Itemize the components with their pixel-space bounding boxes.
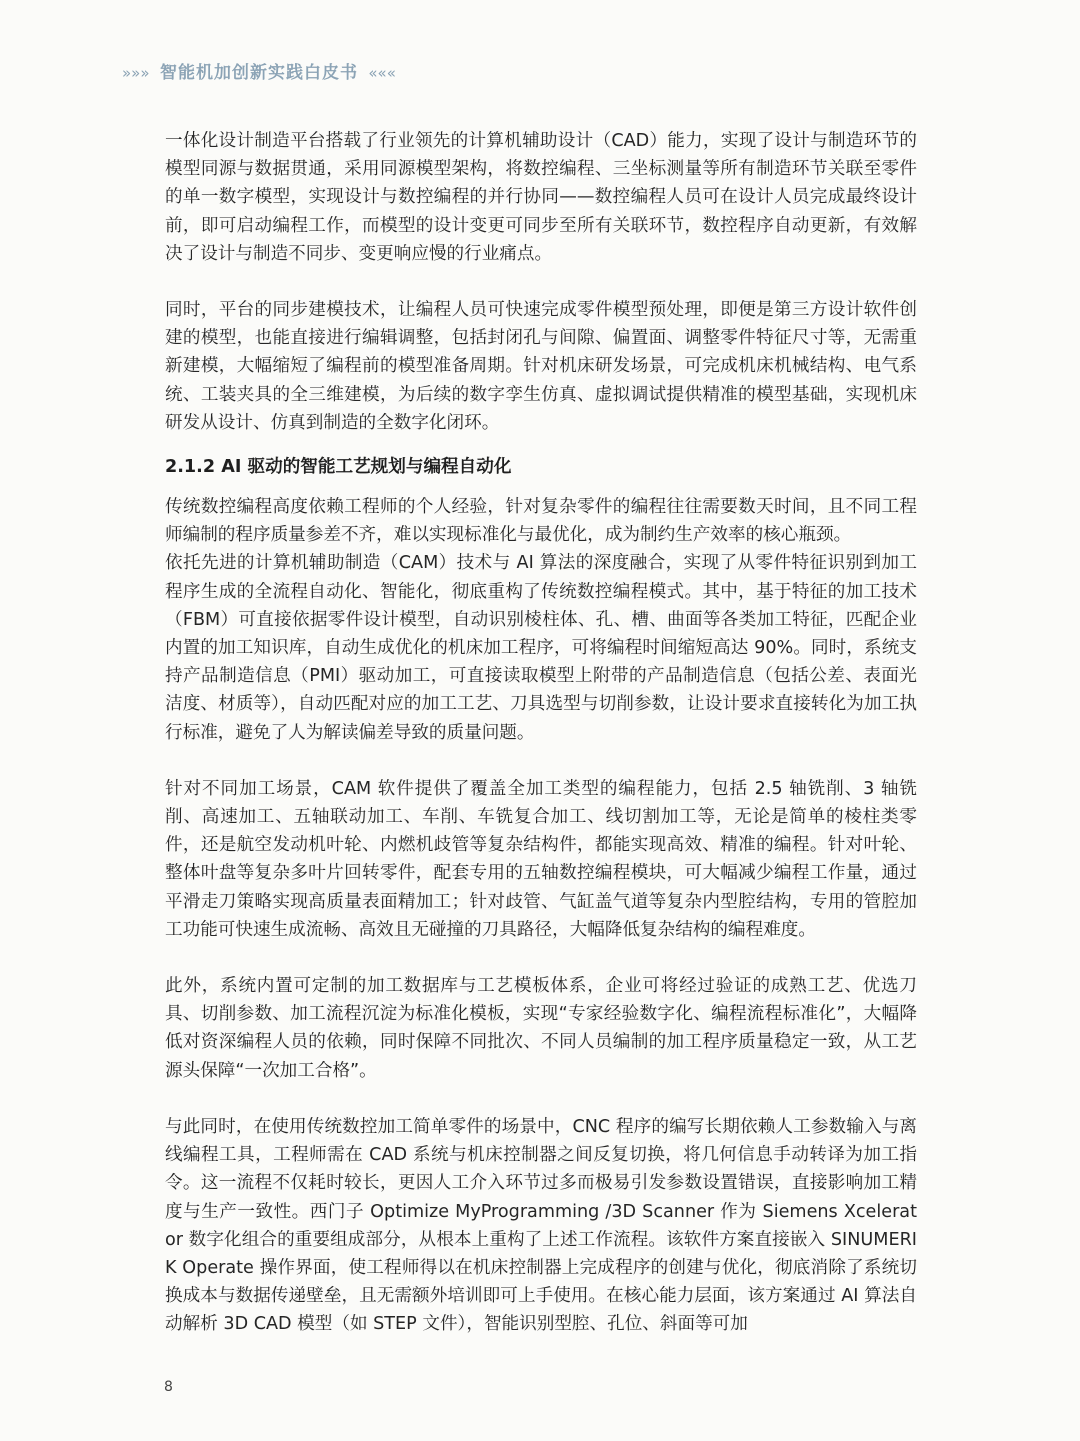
paragraph-sync-modeling: 同时，平台的同步建模技术，让编程人员可快速完成零件模型预处理，即便是第三方设计软件创建的模型，也能直接进行编辑调整，包括封闭孔与间隙、偏置面、调整零件特征尺寸等，无需重新建模，大幅缩短了编程前的模型准备周期。针对机床研发场景，可完成机床机械结构、电气系统、工装夹具的全三维建模，为后续的数字孪生仿真、虚拟调试提供精准的模型基础，实现机床研发从设计、仿真到制造的全数字化闭环。 <box>165 300 917 433</box>
paragraph-cam-ai: 依托先进的计算机辅助制造（CAM）技术与 AI 算法的深度融合，实现了从零件特征识别到加工程序生成的全流程自动化、智能化，彻底重构了传统数控编程模式。其中，基于特征的加工技术（FBM）可直接依据零件设计模型，自动识别棱柱体、孔、槽、曲面等各类加工特征，匹配企业内置的加工知识库，自动生成优化的机床加工程序，可将编程时间缩短高达 90%。同时，系统支持产品制造信息（PMI）驱动加工，可直接读取模型上附带的产品制造信息（包括公差、表面光洁度、材质等），自动匹配对应的加工工艺、刀具选型与切削参数，让设计要求直接转化为加工执行标准，避免了人为解读偏差导致的质量问题。 <box>165 553 917 743</box>
paragraph-cad-platform: 一体化设计制造平台搭载了行业领先的计算机辅助设计（CAD）能力，实现了设计与制造环节的模型同源与数据贯通，采用同源模型架构，将数控编程、三坐标测量等所有制造环节关联至零件的单一数字模型，实现设计与数控编程的并行协同——数控编程人员可在设计人员完成最终设计前，即可启动编程工作，而模型的设计变更可同步至所有关联环节，数控程序自动更新，有效解决了设计与制造不同步、变更响应慢的行业痛点。 <box>165 131 917 264</box>
section-heading: 2.1.2 AI 驱动的智能工艺规划与编程自动化 <box>165 457 512 478</box>
left-chevrons: »»» <box>122 64 150 82</box>
right-chevrons: ««« <box>368 64 396 82</box>
document-title: 智能机加创新实践白皮书 <box>159 63 358 83</box>
page-body <box>165 127 917 1339</box>
paragraph-traditional-nc: 传统数控编程高度依赖工程师的个人经验，针对复杂零件的编程往往需要数天时间，且不同工程师编制的程序质量参差不齐，难以实现标准化与最优化，成为制约生产效率的核心瓶颈。 <box>165 497 917 546</box>
page-number: 8 <box>164 1379 173 1395</box>
paragraph-process-database: 此外，系统内置可定制的加工数据库与工艺模板体系，企业可将经过验证的成熟工艺、优选刀具、切削参数、加工流程沉淀为标准化模板，实现“专家经验数字化、编程流程标准化”，大幅降低对资深编程人员的依赖，同时保障不同批次、不同人员编制的加工程序质量稳定一致，从工艺源头保障“一次加工合格”。 <box>165 976 917 1081</box>
paragraph-optimize-myprogramming: 与此同时，在使用传统数控加工简单零件的场景中，CNC 程序的编写长期依赖人工参数输入与离线编程工具，工程师需在 CAD 系统与机床控制器之间反复切换，将几何信息手动转译为加工指令。这一流程不仅耗时较长，更因人工介入环节过多而极易引发参数设置错误，直接影响加工精度与生产一致性。西门子 Optimize MyProgramming /3D Scanner 作为 Siemens Xcelerator 数字化组合的重要组成部分，从根本上重构了上述工作流程。该软件方案直接嵌入 SINUMERIK Operate 操作界面，使工程师得以在机床控制器上完成程序的创建与优化，彻底消除了系统切换成本与数据传递壁垒，且无需额外培训即可上手使用。在核心能力层面，该方案通过 AI 算法自动解析 3D CAD 模型（如 STEP 文件），智能识别型腔、孔位、斜面等可加 <box>165 1116 917 1335</box>
paragraph-machining-scenarios: 针对不同加工场景，CAM 软件提供了覆盖全加工类型的编程能力，包括 2.5 轴铣削、3 轴铣削、高速加工、五轴联动加工、车削、车铣复合加工、线切割加工等，无论是简单的棱柱类零件，还是航空发动机叶轮、内燃机歧管等复杂结构件，都能实现高效、精准的编程。针对叶轮、整体叶盘等复杂多叶片回转零件，配套专用的五轴数控编程模块，可大幅减少编程工作量，通过平滑走刀策略实现高质量表面精加工；针对歧管、气缸盖气道等复杂内型腔结构，专用的管腔加工功能可快速生成流畅、高效且无碰撞的刀具路径，大幅降低复杂结构的编程难度。 <box>165 778 917 940</box>
running-header <box>122 58 396 83</box>
